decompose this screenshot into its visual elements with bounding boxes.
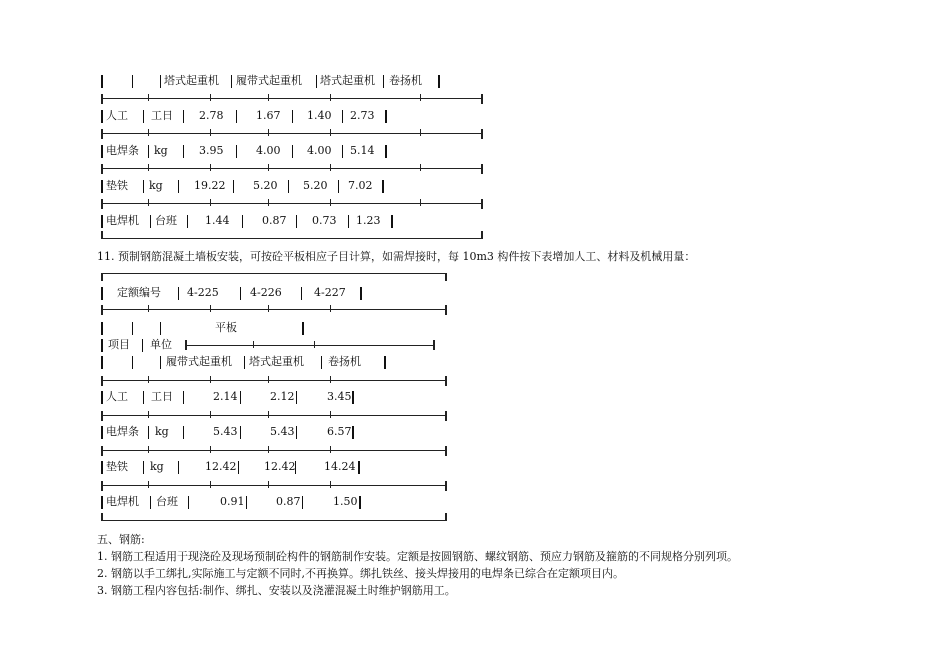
table1-row-2-item: 电焊条 (106, 144, 139, 157)
quota-id-3: 4-227 (314, 286, 346, 299)
table1-row-1-v2: 1.67 (256, 109, 281, 122)
table-border (382, 180, 384, 193)
table-rule-tick (268, 446, 269, 453)
table-rule-tick (101, 446, 103, 456)
table-border (438, 75, 440, 88)
table2-header-1: 履带式起重机 (166, 355, 232, 368)
table-rule-tick (101, 129, 103, 139)
table-rule-tick (101, 305, 103, 315)
table-border (358, 461, 360, 474)
table-rule (101, 485, 446, 486)
table-rule (101, 520, 446, 521)
table-border (316, 75, 317, 88)
table-border (101, 339, 103, 352)
table-border (148, 145, 149, 158)
table1-row-2-v3: 4.00 (307, 144, 332, 157)
table-border (101, 496, 103, 509)
table1-row-2-v2: 4.00 (256, 144, 281, 157)
table-rule-tick (210, 199, 211, 206)
section-5-title: 五、钢筋: (97, 533, 145, 546)
table-rule-tick (210, 446, 211, 453)
table-border (160, 322, 161, 335)
table-border (342, 110, 343, 123)
table2-row-1-unit: 工日 (151, 390, 173, 403)
table-border (143, 180, 144, 193)
table1-header-4: 卷扬机 (389, 74, 422, 87)
table-rule-tick (210, 411, 211, 418)
quota-id-1: 4-225 (187, 286, 219, 299)
table-border (352, 426, 354, 439)
table-rule (185, 345, 434, 346)
table-border (132, 75, 133, 88)
table-rule-tick (268, 305, 269, 312)
table-border (178, 180, 179, 193)
table1-row-4-v2: 0.87 (262, 214, 287, 227)
table-border (231, 75, 232, 88)
table-rule-tick (330, 376, 331, 383)
table-border (101, 110, 103, 123)
quota-number-label: 定额编号 (117, 286, 161, 299)
table-rule-tick (148, 411, 149, 418)
table-rule-tick (445, 481, 447, 491)
table-rule (101, 168, 482, 169)
table-border (101, 287, 103, 300)
table1-row-3-item: 垫铁 (106, 179, 128, 192)
table-border (352, 391, 354, 404)
table-border (360, 287, 362, 300)
table-rule-tick (481, 164, 483, 174)
table-rule-tick (185, 340, 187, 350)
group-header-flat-slab: 平板 (215, 321, 237, 334)
table1-row-3-v3: 5.20 (303, 179, 328, 192)
table-rule-tick (148, 164, 149, 171)
table1-row-4-unit: 台班 (155, 214, 177, 227)
table-border (348, 215, 349, 228)
table-rule-tick (210, 164, 211, 171)
table1-header-2: 履带式起重机 (236, 74, 302, 87)
table-rule-tick (420, 129, 421, 136)
table-border (187, 215, 188, 228)
table-border (142, 339, 143, 352)
table-border (383, 75, 384, 88)
table-border (391, 215, 393, 228)
table-rule-tick (330, 446, 331, 453)
table2-row-4-unit: 台班 (156, 495, 178, 508)
table-border (150, 496, 151, 509)
table-rule-tick (330, 164, 331, 171)
table-border (296, 426, 297, 439)
table-rule-tick (481, 231, 483, 239)
table2-header-3: 卷扬机 (328, 355, 361, 368)
table-border (101, 215, 103, 228)
table-border (240, 426, 241, 439)
table-border (384, 356, 386, 369)
table-border (240, 287, 241, 300)
table-rule-tick (148, 481, 149, 488)
table-rule-tick (268, 164, 269, 171)
table-rule-tick (148, 199, 149, 206)
table2-row-2-v3: 6.57 (327, 425, 352, 438)
table-border (302, 496, 303, 509)
table-rule-tick (253, 341, 254, 348)
table-border (101, 180, 103, 193)
table-border (160, 75, 161, 88)
table-rule-tick (101, 231, 103, 239)
table-rule (101, 415, 446, 416)
table-rule-tick (210, 305, 211, 312)
table-rule-tick (268, 199, 269, 206)
table2-row-2-v1: 5.43 (213, 425, 238, 438)
table-rule-tick (330, 199, 331, 206)
table1-row-3-v2: 5.20 (253, 179, 278, 192)
table-border (292, 145, 293, 158)
table-rule-tick (101, 273, 103, 281)
table-border (236, 110, 237, 123)
table-rule (101, 98, 482, 99)
table2-row-3-v3: 14.24 (324, 460, 356, 473)
table-rule-tick (101, 199, 103, 209)
table1-row-4-v3: 0.73 (312, 214, 337, 227)
table-border (236, 145, 237, 158)
table-rule-tick (445, 446, 447, 456)
table-border (132, 356, 133, 369)
paragraph-11: 11. 预制钢筋混凝土墙板安装，可按砼平板相应子目计算，如需焊接时，每 10m3 构件按下表增加人工、材料及机械用量： (97, 250, 696, 263)
table-rule-tick (481, 129, 483, 139)
table-rule-tick (268, 94, 269, 101)
table-border (143, 110, 144, 123)
table-rule-tick (445, 411, 447, 421)
table-rule-tick (210, 129, 211, 136)
table-rule-tick (445, 513, 447, 521)
table-border (143, 391, 144, 404)
table-rule-tick (330, 94, 331, 101)
table-rule-tick (210, 376, 211, 383)
table2-row-3-v2: 12.42 (264, 460, 296, 473)
table2-row-4-v3: 1.50 (333, 495, 358, 508)
table-rule-tick (330, 481, 331, 488)
table-border (385, 110, 387, 123)
table-border (160, 356, 161, 369)
table2-row-1-v3: 3.45 (327, 390, 352, 403)
section-5-item-2: 2. 钢筋以手工绑扎,实际施工与定额不同时,不再换算。绑扎铁丝、接头焊接用的电焊条已综合在定额项目内。 (97, 567, 624, 580)
item-label: 项目 (108, 338, 130, 351)
quota-id-2: 4-226 (250, 286, 282, 299)
table-border (150, 215, 151, 228)
table1-row-3-v1: 19.22 (194, 179, 226, 192)
table-border (101, 356, 103, 369)
table-border (101, 426, 103, 439)
table-rule-tick (101, 376, 103, 386)
table-border (321, 356, 322, 369)
table-rule-tick (420, 164, 421, 171)
table1-row-4-item: 电焊机 (106, 214, 139, 227)
table-border (342, 145, 343, 158)
section-5-item-3: 3. 钢筋工程内容包括:制作、绑扎、安装以及浇灌混凝土时维护钢筋用工。 (97, 584, 456, 597)
table-border (244, 356, 245, 369)
table1-row-3-unit: kg (149, 179, 163, 192)
table-border (178, 461, 179, 474)
table-border (246, 496, 247, 509)
table2-row-4-v1: 0.91 (220, 495, 245, 508)
table-border (302, 322, 304, 335)
table-border (101, 461, 103, 474)
table-border (188, 496, 189, 509)
table-border (240, 391, 241, 404)
table-rule-tick (268, 481, 269, 488)
table-border (183, 145, 184, 158)
table-border (183, 110, 184, 123)
table1-row-3-v4: 7.02 (348, 179, 373, 192)
table1-row-1-v3: 1.40 (307, 109, 332, 122)
table-rule-tick (481, 94, 483, 104)
table-border (148, 426, 149, 439)
table-border (292, 110, 293, 123)
table-border (242, 215, 243, 228)
table-rule (101, 380, 446, 381)
table-rule-tick (433, 340, 435, 350)
table2-row-2-item: 电焊条 (106, 425, 139, 438)
table-rule-tick (101, 94, 103, 104)
table-border (359, 496, 361, 509)
table-border (132, 322, 133, 335)
table-rule-tick (330, 411, 331, 418)
table-rule-tick (445, 376, 447, 386)
table-border (385, 145, 387, 158)
table-rule-tick (210, 481, 211, 488)
table1-row-1-v4: 2.73 (350, 109, 375, 122)
table-rule (101, 238, 482, 239)
table-rule-tick (210, 94, 211, 101)
table1-row-4-v4: 1.23 (356, 214, 381, 227)
table-border (101, 322, 103, 335)
table1-row-2-unit: kg (154, 144, 168, 157)
table-border (301, 287, 302, 300)
table2-row-4-item: 电焊机 (106, 495, 139, 508)
table2-header-2: 塔式起重机 (249, 355, 304, 368)
table-rule (101, 203, 482, 204)
table-border (183, 391, 184, 404)
table-rule (101, 273, 446, 274)
table-rule-tick (268, 411, 269, 418)
table-border (338, 180, 339, 193)
table-border (233, 180, 234, 193)
table-border (101, 145, 103, 158)
table-rule-tick (101, 481, 103, 491)
table2-row-1-item: 人工 (106, 390, 128, 403)
table-border (101, 75, 103, 88)
table-border (238, 461, 239, 474)
table1-row-2-v4: 5.14 (350, 144, 375, 157)
table1-row-2-v1: 3.95 (199, 144, 224, 157)
section-5-item-1: 1. 钢筋工程适用于现浇砼及现场预制砼构件的钢筋制作安装。定额是按圆钢筋、螺纹钢筋、预应力钢筋及箍筋的不同规格分别列项。 (97, 550, 738, 563)
table2-row-4-v2: 0.87 (276, 495, 301, 508)
table2-row-2-v2: 5.43 (270, 425, 295, 438)
table-rule (101, 450, 446, 451)
table-rule-tick (330, 305, 331, 312)
table-border (296, 391, 297, 404)
table-rule-tick (148, 446, 149, 453)
table-rule-tick (420, 199, 421, 206)
table-rule-tick (420, 94, 421, 101)
table-rule-tick (101, 164, 103, 174)
table2-row-3-item: 垫铁 (106, 460, 128, 473)
table-rule-tick (101, 411, 103, 421)
table-rule-tick (148, 305, 149, 312)
table1-row-1-unit: 工日 (151, 109, 173, 122)
table1-row-4-v1: 1.44 (205, 214, 230, 227)
unit-label: 单位 (150, 338, 172, 351)
table-rule-tick (148, 129, 149, 136)
table-border (295, 461, 296, 474)
table-border (288, 180, 289, 193)
table-rule-tick (314, 341, 315, 348)
table-rule-tick (481, 199, 483, 209)
table1-header-1: 塔式起重机 (164, 74, 219, 87)
table-rule (101, 309, 446, 310)
table-rule-tick (148, 376, 149, 383)
table2-row-1-v1: 2.14 (213, 390, 238, 403)
table-rule-tick (148, 94, 149, 101)
table-rule-tick (330, 129, 331, 136)
table-rule-tick (268, 129, 269, 136)
table-border (178, 287, 179, 300)
table-rule-tick (445, 305, 447, 315)
table1-row-1-item: 人工 (106, 109, 128, 122)
table1-row-1-v1: 2.78 (199, 109, 224, 122)
table2-row-2-unit: kg (155, 425, 169, 438)
table1-header-3: 塔式起重机 (320, 74, 375, 87)
table2-row-1-v2: 2.12 (270, 390, 295, 403)
table-rule-tick (445, 273, 447, 281)
table2-row-3-unit: kg (150, 460, 164, 473)
table-border (101, 391, 103, 404)
table-border (143, 461, 144, 474)
table-border (183, 426, 184, 439)
table2-row-3-v1: 12.42 (205, 460, 237, 473)
table-rule-tick (268, 376, 269, 383)
table-rule (101, 133, 482, 134)
table-rule-tick (101, 513, 103, 521)
table-border (296, 215, 297, 228)
